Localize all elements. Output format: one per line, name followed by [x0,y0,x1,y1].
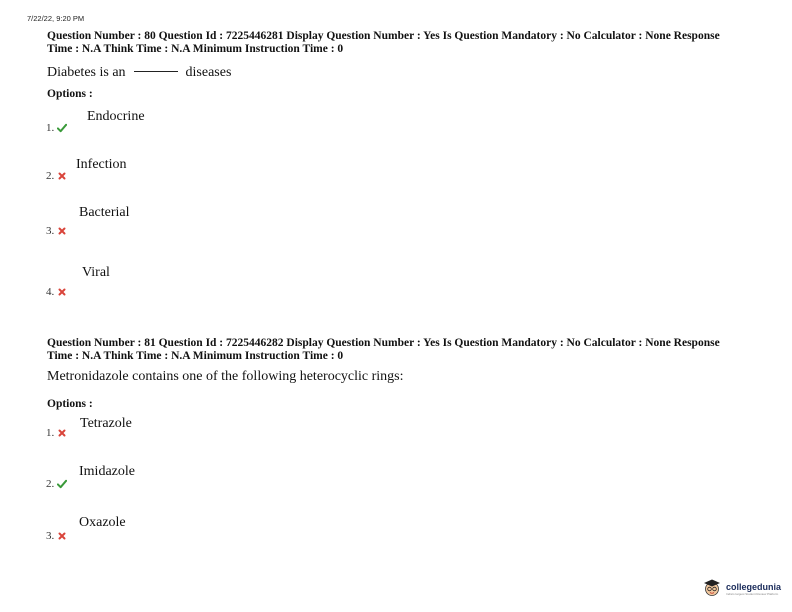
option-text: Viral [82,265,110,280]
question-text-after-blank: diseases [185,65,232,80]
option-number [46,286,67,298]
option-number-label: 2. [46,170,55,182]
cross-icon [57,287,67,297]
check-icon [57,123,67,133]
option-text: Endocrine [87,109,145,124]
question-header-line2: Time : N.A Think Time : N.A Minimum Instruction Time : 0 [47,43,344,55]
cross-icon [57,531,67,541]
question-text-before-blank: Diabetes is an [47,65,126,80]
question-80-header [47,30,767,56]
option-text: Oxazole [79,515,126,530]
option-number-label: 3. [46,225,55,237]
question-81-header [47,337,767,363]
answer-blank [134,71,178,72]
option-number [46,122,67,134]
logo-tagline: India's largest Student Review Platform [726,592,779,596]
option-number-label: 3. [46,530,55,542]
option-text: Tetrazole [80,416,132,431]
option-number [46,478,67,490]
option-number [46,530,67,542]
cross-icon [57,171,67,181]
option-number-label: 4. [46,286,55,298]
question-80-text [47,65,231,81]
option-number-label: 1. [46,122,55,134]
question-header-line1: Question Number : 80 Question Id : 7225446281 Display Question Number : Yes Is Question Mandatory : No Calculator : None Response [47,30,720,42]
collegedunia-logo [702,577,781,602]
option-number [46,170,67,182]
option-number [46,225,67,237]
options-label: Options : [47,398,93,410]
options-label: Options : [47,88,93,100]
option-number-label: 1. [46,427,55,439]
question-header-line1: Question Number : 81 Question Id : 7225446282 Display Question Number : Yes Is Question Mandatory : No Calculator : None Response [47,337,720,349]
option-number-label: 2. [46,478,55,490]
cross-icon [57,226,67,236]
logo-name: collegedunia [726,582,782,592]
print-timestamp: 7/22/22, 9:20 PM [27,14,85,23]
check-icon [57,479,67,489]
question-header-line2: Time : N.A Think Time : N.A Minimum Instruction Time : 0 [47,350,344,362]
question-81-text: Metronidazole contains one of the following heterocyclic rings: [47,369,404,384]
cross-icon [57,428,67,438]
option-number [46,427,67,439]
option-text: Infection [76,157,127,172]
option-text: Imidazole [79,464,135,479]
graduate-mascot-icon [702,577,722,602]
option-text: Bacterial [79,205,130,220]
